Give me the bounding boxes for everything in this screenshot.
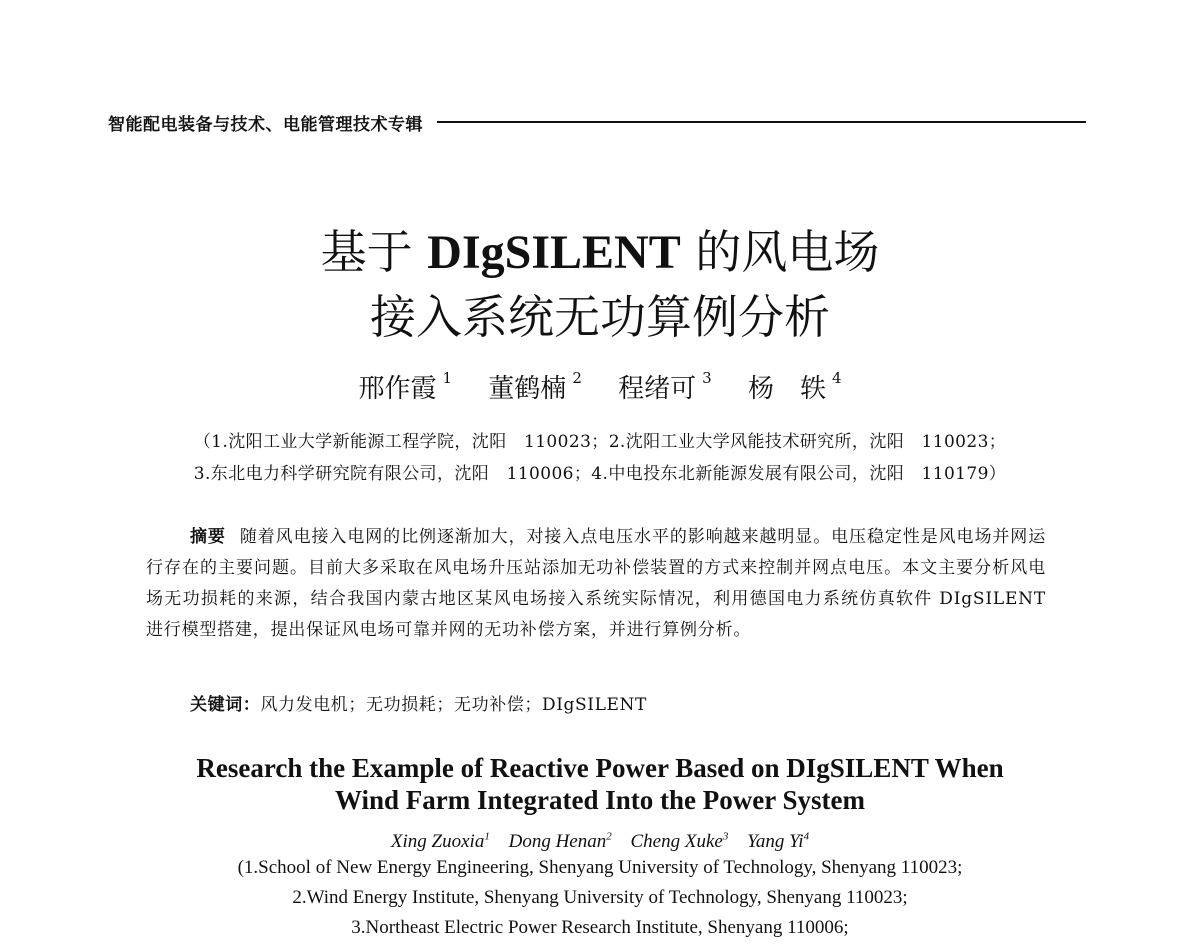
english-affiliation-line-1: (1.School of New Energy Engineering, Shenyang University of Technology, Shenyang 110023; <box>237 857 963 878</box>
abstract-paragraph <box>146 522 1046 646</box>
author-name: 程绪可 <box>618 373 697 404</box>
author-sup: 2 <box>572 369 582 387</box>
running-header <box>108 108 1086 136</box>
english-author-name: Yang Yi <box>747 831 804 853</box>
english-author-sup: 3 <box>722 831 729 843</box>
title-latin: DIgSILENT <box>427 226 681 279</box>
english-author <box>509 831 612 852</box>
english-author-sup: 2 <box>606 831 612 843</box>
keywords-text: 风力发电机；无功损耗；无功补偿；DIgSILENT <box>260 695 647 715</box>
title-suffix: 的风电场 <box>680 225 880 279</box>
english-author-sup: 4 <box>803 831 810 843</box>
affiliation-cn-line-1: （1.沈阳工业大学新能源工程学院，沈阳 110023；2.沈阳工业大学风能技术研究所，沈阳 110023； <box>193 432 1007 452</box>
english-affiliation-line-3: 3.Northeast Electric Power Research Institute, Shenyang 110006; <box>351 917 849 938</box>
english-title-line-1: Research the Example of Reactive Power Based on DIgSILENT When <box>196 753 1004 783</box>
keywords <box>190 690 647 721</box>
author <box>747 369 842 404</box>
author-name: 邢作霞 <box>358 373 437 404</box>
english-author-list <box>0 825 1200 854</box>
english-author <box>630 831 728 852</box>
english-affiliation-line-2: 2.Wind Energy Institute, Shenyang University of Technology, Shenyang 110023; <box>292 887 908 908</box>
author-list <box>0 362 1200 409</box>
abstract-text: 随着风电接入电网的比例逐渐加大，对接入点电压水平的影响越来越明显。电压稳定性是风电场并网运行存在的主要问题。目前大多采取在风电场升压站添加无功补偿装置的方式来控制并网点电压。本文主要分析风电场无功损耗的来源，结合我国内蒙古地区某风电场接入系统实际情况，利用德国电力系统仿真软件 DIgSILENT 进行模型搭建，提出保证风电场可靠并网的无功补偿方案，并进行算例分析。 <box>146 527 1046 640</box>
title-line-1 <box>0 221 1200 284</box>
author <box>358 369 453 404</box>
english-author <box>747 831 809 852</box>
author-sup: 1 <box>442 369 453 387</box>
author-sup: 4 <box>831 369 842 387</box>
english-title <box>0 752 1200 816</box>
author-name: 董鹤楠 <box>488 373 567 404</box>
author-name: 杨 轶 <box>747 373 826 404</box>
english-title-line-2: Wind Farm Integrated Into the Power System <box>335 785 865 815</box>
affiliation-cn-line-2: 3.东北电力科学研究院有限公司，沈阳 110006；4.中电投东北新能源发展有限公司，沈阳 110179） <box>193 464 1007 484</box>
title-prefix: 基于 <box>320 225 428 279</box>
english-author-name: Cheng Xuke <box>630 831 723 853</box>
author <box>488 369 582 404</box>
author-sup: 3 <box>702 369 712 387</box>
author <box>618 369 712 404</box>
abstract-label: 摘要 <box>190 527 226 547</box>
keywords-label: 关键词： <box>190 695 261 715</box>
english-author-sup: 1 <box>484 831 490 843</box>
running-header-text: 智能配电装备与技术、电能管理技术专辑 <box>108 114 423 135</box>
english-author <box>391 831 490 852</box>
english-author-name: Xing Zuoxia <box>390 831 485 853</box>
header-rule <box>437 121 1086 123</box>
english-author-name: Dong Henan <box>508 831 607 853</box>
abstract <box>146 522 1046 646</box>
title-line-2: 接入系统无功算例分析 <box>370 290 830 344</box>
